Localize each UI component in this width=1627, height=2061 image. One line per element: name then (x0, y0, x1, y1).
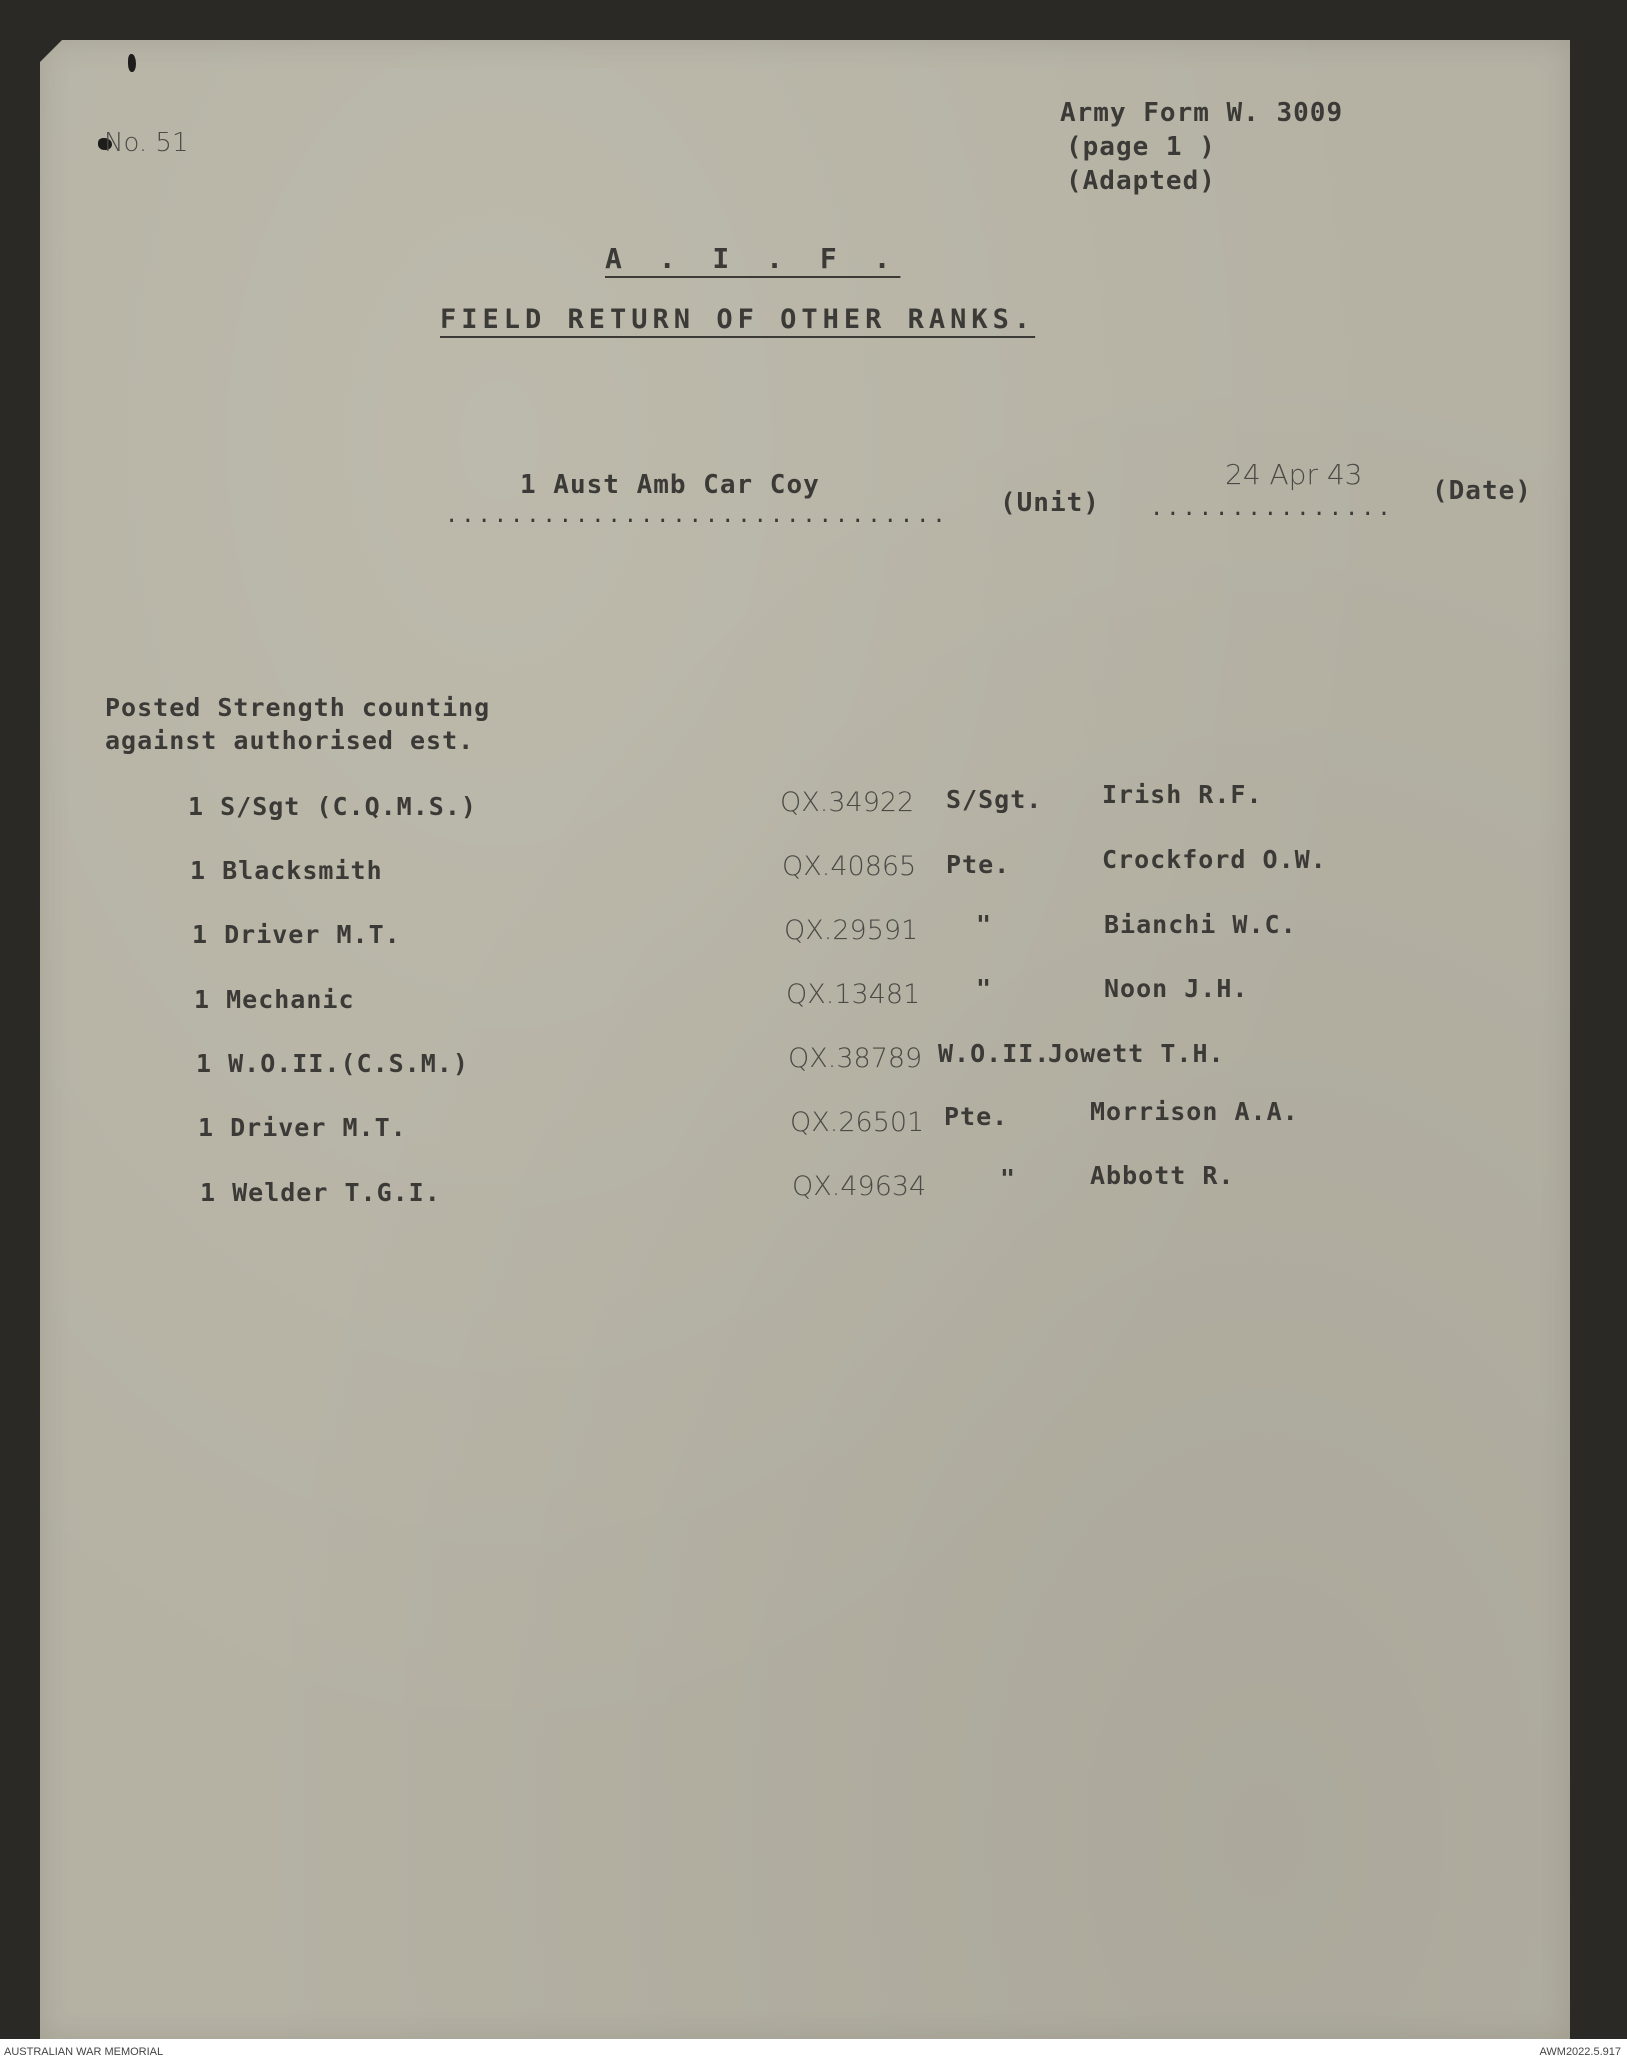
document-page (40, 40, 1570, 2040)
unit-value: 1 Aust Amb Car Coy (520, 470, 820, 500)
rank: W.O.II. (938, 1039, 1051, 1068)
ink-mark (128, 54, 136, 72)
section-heading: against authorised est. (105, 726, 475, 755)
member-name: Crockford O.W. (1102, 845, 1327, 874)
service-number: QX.29591 (784, 915, 919, 946)
form-page: (page 1 ) (1066, 132, 1216, 162)
date-value: 24 Apr 43 (1225, 458, 1363, 491)
position-title: 1 W.O.II.(C.S.M.) (196, 1049, 469, 1078)
form-adapted: (Adapted) (1066, 166, 1216, 196)
section-heading: Posted Strength counting (105, 693, 491, 722)
document-subtitle: FIELD RETURN OF OTHER RANKS. (440, 304, 1036, 335)
member-name: Abbott R. (1090, 1161, 1235, 1190)
service-number: QX.26501 (790, 1107, 925, 1138)
service-number: QX.49634 (792, 1171, 927, 1202)
position-title: 1 Welder T.G.I. (200, 1178, 441, 1207)
service-number: QX.13481 (786, 979, 921, 1010)
unit-dotted-line: ............................... (445, 503, 949, 528)
date-dotted-line: ............... (1150, 496, 1394, 521)
form-name: Army Form W. 3009 (1060, 98, 1344, 128)
service-number: QX.38789 (788, 1043, 923, 1074)
rank: " (1000, 1164, 1017, 1193)
member-name: Noon J.H. (1104, 974, 1249, 1003)
footer-reference: AWM2022.5.917 (1539, 2046, 1621, 2058)
service-number: QX.34922 (780, 787, 915, 818)
position-title: 1 Driver M.T. (198, 1113, 407, 1142)
reference-number: No. 51 (104, 128, 189, 158)
position-title: 1 Mechanic (194, 985, 355, 1014)
rank: " (976, 974, 993, 1003)
date-label: (Date) (1432, 476, 1532, 506)
service-number: QX.40865 (782, 851, 917, 882)
member-name: Morrison A.A. (1090, 1097, 1299, 1126)
member-name: Bianchi W.C. (1104, 910, 1297, 939)
rank: " (976, 910, 993, 939)
rank: S/Sgt. (946, 785, 1043, 814)
document-title: A . I . F . (605, 242, 901, 275)
member-name: Irish R.F. (1102, 780, 1263, 809)
member-name: Jowett T.H. (1048, 1039, 1225, 1068)
unit-label: (Unit) (1000, 488, 1100, 518)
archive-footer (0, 2039, 1627, 2061)
position-title: 1 Blacksmith (190, 856, 383, 885)
footer-institution: AUSTRALIAN WAR MEMORIAL (4, 2046, 164, 2058)
rank: Pte. (944, 1102, 1009, 1131)
position-title: 1 S/Sgt (C.Q.M.S.) (188, 792, 477, 821)
rank: Pte. (946, 850, 1011, 879)
torn-corner (40, 40, 62, 62)
position-title: 1 Driver M.T. (192, 920, 401, 949)
